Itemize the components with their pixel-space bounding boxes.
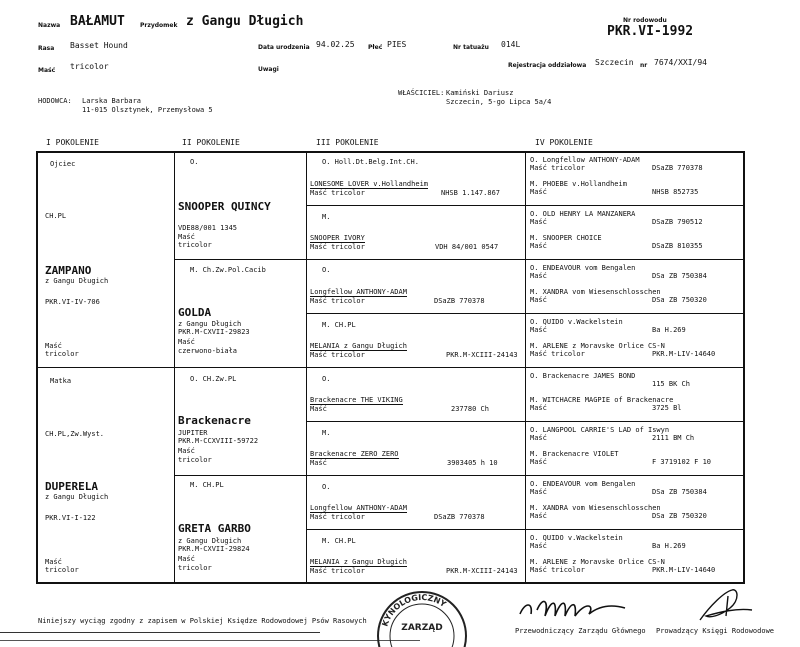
gen3-prefix: M. xyxy=(322,213,331,221)
dam-color-label: Maść xyxy=(45,558,62,566)
gen2-color: tricolor xyxy=(178,564,212,572)
gen2-registry: PKR.M-CXVII-29823 xyxy=(178,328,250,336)
gen3-name: LONESOME LOVER v.Hollandheim xyxy=(310,180,429,188)
branch-value: Szczecin xyxy=(595,58,634,67)
extract-statement: Niniejszy wyciąg zgodny z zapisem w Polskiej Księdze Rodowodowej Psów Rasowych xyxy=(38,617,367,625)
generation-header: II POKOLENIE xyxy=(182,138,240,147)
sire-color-label: Maść xyxy=(45,342,62,350)
gen2-prefix: O. xyxy=(190,158,199,166)
gen2-name: Brackenacre xyxy=(178,414,251,427)
gen4-dam-name: M. Brackenacre VIOLET xyxy=(530,450,619,458)
gen4-sire-name: O. LANGPOOL CARRIE'S LAD of Iswyn xyxy=(530,426,670,434)
gen3-registry: 237780 Ch xyxy=(451,405,489,413)
breeder-name: Larska Barbara xyxy=(82,97,142,105)
gen4-sire-color: Maść xyxy=(530,434,547,442)
gen2-color-label: Maść xyxy=(178,555,195,563)
owner-address: Szczecin, 5-go Lipca 5a/4 xyxy=(446,98,552,106)
gen3-color: Maść tricolor xyxy=(310,567,365,575)
registrar-signature xyxy=(680,586,770,626)
gen2-name: SNOOPER QUINCY xyxy=(178,200,271,213)
gen4-sire-registry: DSa ZB 750384 xyxy=(652,272,707,280)
gen2-color: tricolor xyxy=(178,456,212,464)
gen2-registry: PKR.M-CCXVIII-59722 xyxy=(178,437,259,445)
kennel-label: Przydomek xyxy=(140,22,178,29)
breeder-label: HODOWCA: xyxy=(38,97,72,105)
gen4-sire-name: O. ENDEAVOUR vom Bengalen xyxy=(530,480,636,488)
gen4-sire-color: Maść tricolor xyxy=(530,164,585,172)
gen4-dam-name: M. XANDRA vom Wiesenschlosschen xyxy=(530,504,661,512)
gen2-prefix: M. CH.PL xyxy=(190,481,224,489)
gen4-dam-color: Maść xyxy=(530,188,547,196)
sex-label: Płeć xyxy=(368,44,383,51)
gen2-color-label: Maść xyxy=(178,338,195,346)
registry-label: Nr rodowodu xyxy=(623,17,667,24)
sire-registry: PKR.VI-IV-706 xyxy=(45,298,100,306)
tattoo-label: Nr tatuażu xyxy=(453,44,489,51)
gen4-sire-name: O. QUIDO v.Wackelstein xyxy=(530,534,623,542)
gen4-dam-name: M. XANDRA vom Wiesenschlosschen xyxy=(530,288,661,296)
gen3-registry: VDH 84/001 0547 xyxy=(435,243,499,251)
sire-role: Ojciec xyxy=(50,160,76,168)
tattoo-value: 014L xyxy=(501,40,521,49)
gen4-sire-registry: Ba H.269 xyxy=(652,326,686,334)
gen4-sire-name: O. QUIDO v.Wackelstein xyxy=(530,318,623,326)
sire-color: tricolor xyxy=(45,350,79,358)
gen2-color: czerwono-biała xyxy=(178,347,238,355)
gen3-name: MELANIA z Gangu Długich xyxy=(310,558,407,566)
registry-number: PKR.VI-1992 xyxy=(607,24,694,39)
generation-header: IV POKOLENIE xyxy=(535,138,593,147)
name-label: Nazwa xyxy=(38,22,61,29)
sire-name: ZAMPANO xyxy=(45,264,92,277)
gen3-registry: NHSB 1.147.867 xyxy=(441,189,501,197)
gen4-dam-registry: DSaZB 810355 xyxy=(652,242,703,250)
sire-kennel: z Gangu Długich xyxy=(45,277,109,285)
gen2-subname: JUPITER xyxy=(178,429,208,437)
dam-registry: PKR.VI-I-122 xyxy=(45,514,96,522)
gen4-sire-registry: Ba H.269 xyxy=(652,542,686,550)
dog-name: BAŁAMUT xyxy=(70,14,125,29)
color-value: tricolor xyxy=(70,62,109,71)
gen2-name: GRETA GARBO xyxy=(178,522,251,535)
gen3-color: Maść tricolor xyxy=(310,513,365,521)
gen3-registry: PKR.M-XCIII-24143 xyxy=(446,567,518,575)
gen2-color-label: Maść xyxy=(178,447,195,455)
gen4-dam-registry: DSa ZB 750320 xyxy=(652,296,707,304)
gen4-dam-color: Maść tricolor xyxy=(530,566,585,574)
owner-label: WŁAŚCICIEL: xyxy=(398,89,445,97)
dog-kennel: z Gangu Długich xyxy=(186,14,304,29)
gen2-prefix: O. CH.Zw.PL xyxy=(190,375,237,383)
breed-label: Rasa xyxy=(38,45,55,52)
gen3-name: Brackenacre ZERO ZERO xyxy=(310,450,399,458)
gen3-color: Maść tricolor xyxy=(310,351,365,359)
gen4-sire-name: O. OLD HENRY LA MANZANERA xyxy=(530,210,636,218)
dob-value: 94.02.25 xyxy=(316,40,355,49)
dam-kennel: z Gangu Długich xyxy=(45,493,109,501)
gen3-name: SNOOPER IVORY xyxy=(310,234,365,242)
gen2-prefix: M. Ch.Zw.Pol.Cacib xyxy=(190,266,266,274)
gen4-sire-color: Maść xyxy=(530,488,547,496)
gen3-color: Maść xyxy=(310,459,327,467)
gen4-dam-color: Maść xyxy=(530,512,547,520)
notes-label: Uwagi xyxy=(258,66,279,73)
gen4-dam-registry: DSa ZB 750320 xyxy=(652,512,707,520)
gen2-name: GOLDA xyxy=(178,306,212,319)
gen3-prefix: O. xyxy=(322,375,331,383)
gen4-dam-name: M. SNOOPER CHOICE xyxy=(530,234,602,242)
gen4-sire-color: Maść xyxy=(530,272,547,280)
gen3-name: MELANIA z Gangu Długich xyxy=(310,342,407,350)
gen2-color: tricolor xyxy=(178,241,212,249)
gen4-dam-registry: 3725 Bl xyxy=(652,404,682,412)
gen4-sire-registry: DSaZB 790512 xyxy=(652,218,703,226)
gen4-sire-color: Maść xyxy=(530,218,547,226)
breed-value: Basset Hound xyxy=(70,41,128,50)
gen3-registry: DSaZB 770378 xyxy=(434,297,485,305)
gen4-sire-registry: DSaZB 770378 xyxy=(652,164,703,172)
dam-title: CH.PL,Zw.Wyst. xyxy=(45,430,105,438)
gen4-dam-registry: PKR.M-LIV-14640 xyxy=(652,350,716,358)
gen3-prefix: M. CH.PL xyxy=(322,537,356,545)
gen3-registry: DSaZB 770378 xyxy=(434,513,485,521)
gen4-dam-color: Maść xyxy=(530,296,547,304)
gen3-name: Longfellow ANTHONY-ADAM xyxy=(310,288,407,296)
gen3-prefix: O. xyxy=(322,483,331,491)
gen4-dam-name: M. WITCHACRE MAGPIE of Brackenacre xyxy=(530,396,674,404)
owner-name: Kamiński Dariusz xyxy=(446,89,514,97)
gen4-dam-registry: F 3719102 F 10 xyxy=(652,458,712,466)
gen3-prefix: M. xyxy=(322,429,331,437)
gen2-kennel: z Gangu Długich xyxy=(178,537,242,545)
gen4-dam-color: Maść xyxy=(530,458,547,466)
gen4-sire-registry: 115 BK Ch xyxy=(652,380,690,388)
sire-title: CH.PL xyxy=(45,212,67,220)
gen3-registry: 3903405 h 10 xyxy=(447,459,498,467)
chairman-label: Przewodniczący Zarządu Głównego xyxy=(515,627,646,635)
gen4-dam-name: M. ARLENE z Moravske Orlice CS-N xyxy=(530,342,665,350)
gen4-sire-color: Maść xyxy=(530,326,547,334)
gen2-kennel: z Gangu Długich xyxy=(178,320,242,328)
branch-label: Rejestracja oddziałowa xyxy=(508,62,587,69)
gen4-sire-name: O. Brackenacre JAMES BOND xyxy=(530,372,636,380)
gen3-color: Maść tricolor xyxy=(310,243,365,251)
branch-nr-value: 7674/XXI/94 xyxy=(654,58,707,67)
gen4-dam-registry: PKR.M-LIV-14640 xyxy=(652,566,716,574)
gen2-registry: VDE88/001 1345 xyxy=(178,224,238,232)
gen3-color: Maść xyxy=(310,405,327,413)
chairman-signature xyxy=(515,592,635,624)
stamp-center-text: ZARZĄD xyxy=(401,623,443,633)
branch-nr-label: nr xyxy=(640,62,648,69)
registrar-label: Prowadzący Księgi Rodowodowe xyxy=(656,627,775,635)
gen4-sire-name: O. ENDEAVOUR vom Bengalen xyxy=(530,264,636,272)
gen3-prefix: M. CH.PL xyxy=(322,321,356,329)
color-label: Maść xyxy=(38,67,56,74)
dam-name: DUPERELA xyxy=(45,480,98,493)
sex-value: PIES xyxy=(387,40,407,49)
gen4-dam-name: M. PHOEBE v.Hollandheim xyxy=(530,180,627,188)
gen4-dam-color: Maść xyxy=(530,242,547,250)
dam-color: tricolor xyxy=(45,566,79,574)
gen2-registry: PKR.M-CXVII-29824 xyxy=(178,545,250,553)
gen3-registry: PKR.M-XCIII-24143 xyxy=(446,351,518,359)
dob-label: Data urodzenia xyxy=(258,44,310,51)
gen4-sire-registry: DSa ZB 750384 xyxy=(652,488,707,496)
gen3-color: Maść tricolor xyxy=(310,297,365,305)
gen3-name: Longfellow ANTHONY-ADAM xyxy=(310,504,407,512)
dam-role: Matka xyxy=(50,377,72,385)
stamp-ring-text: KYNOLOGICZNY xyxy=(380,592,448,628)
official-stamp xyxy=(372,586,472,647)
gen4-sire-registry: 2111 BM Ch xyxy=(652,434,695,442)
gen3-color: Maść tricolor xyxy=(310,189,365,197)
gen3-prefix: O. xyxy=(322,266,331,274)
gen4-sire-name: O. Longfellow ANTHONY-ADAM xyxy=(530,156,640,164)
gen4-dam-name: M. ARLENE z Moravske Orlice CS-N xyxy=(530,558,665,566)
gen3-name: Brackenacre THE VIKING xyxy=(310,396,403,404)
gen3-prefix: O. Holl.Dt.Belg.Int.CH. xyxy=(322,158,419,166)
gen2-color-label: Maść xyxy=(178,233,195,241)
gen4-dam-registry: NHSB 852735 xyxy=(652,188,699,196)
breeder-address: 11-015 Olsztynek, Przemysłowa 5 xyxy=(82,106,213,114)
generation-header: I POKOLENIE xyxy=(46,138,99,147)
gen4-dam-color: Maść tricolor xyxy=(530,350,585,358)
gen4-dam-color: Maść xyxy=(530,404,547,412)
generation-header: III POKOLENIE xyxy=(316,138,379,147)
gen4-sire-color: Maść xyxy=(530,542,547,550)
